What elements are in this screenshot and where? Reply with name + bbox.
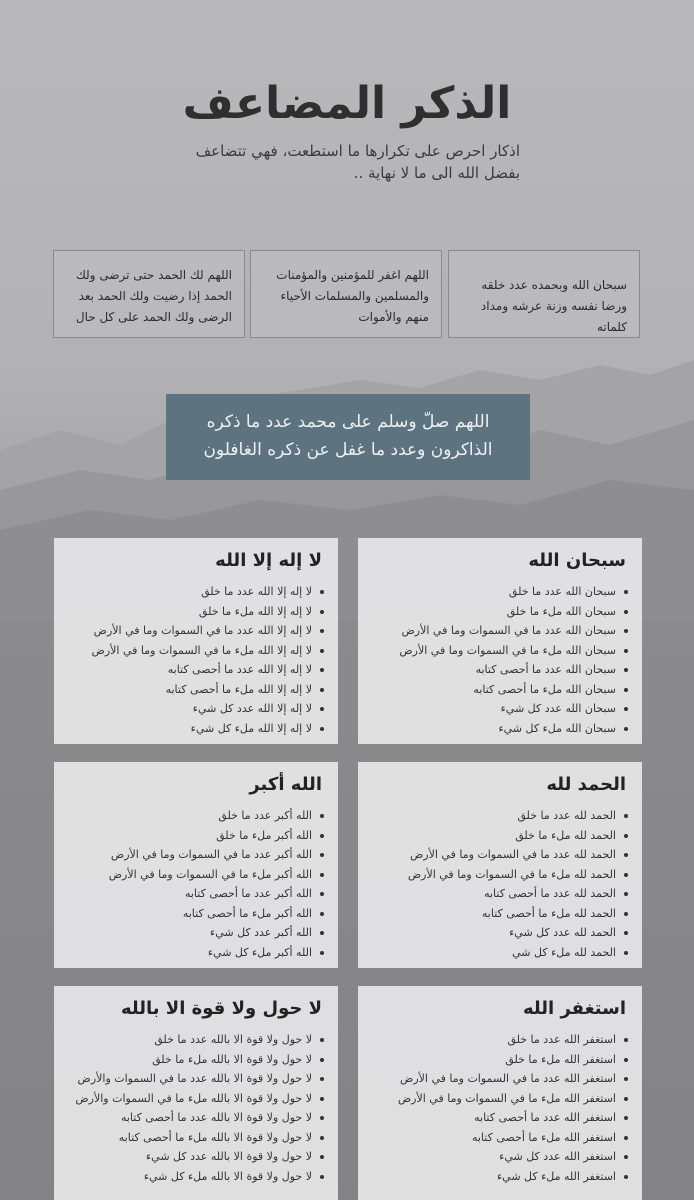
list-item: الحمد لله عدد كل شيء bbox=[372, 923, 628, 943]
top-box-istighfar-muminin: اللهم اغفر للمؤمنين والمؤمنات والمسلمين والمسلمات الأحياء منهم والأموات bbox=[250, 250, 442, 338]
card-title: لا إله إلا الله bbox=[213, 548, 324, 574]
list-item: لا إله إلا الله عدد ما خلق bbox=[68, 582, 324, 602]
card-subhanallah bbox=[358, 538, 642, 744]
card-astaghfirullah bbox=[358, 986, 642, 1200]
card-allahu-akbar bbox=[54, 762, 338, 968]
list-item: الحمد لله ملء ما في السموات وما في الأرض bbox=[372, 865, 628, 885]
dhikr-list bbox=[68, 1030, 324, 1186]
dhikr-list bbox=[372, 1030, 628, 1186]
dhikr-list bbox=[372, 806, 628, 962]
list-item: الله أكبر ملء ما خلق bbox=[68, 826, 324, 846]
list-item: استغفر الله عدد كل شيء bbox=[372, 1147, 628, 1167]
dhikr-list bbox=[68, 582, 324, 738]
list-item: الله أكبر ملء ما أحصى كتابه bbox=[68, 904, 324, 924]
salawat-banner: اللهم صلّ وسلم على محمد عدد ما ذكره الذاكرون وعدد ما غفل عن ذكره الغافلون bbox=[166, 394, 530, 480]
top-box-lakal-hamd: اللهم لك الحمد حتى ترضى ولك الحمد إذا رضيت ولك الحمد بعد الرضى ولك الحمد على كل حال bbox=[53, 250, 245, 338]
list-item: سبحان الله ملء ما في السموات وما في الأرض bbox=[372, 641, 628, 661]
list-item: الحمد لله ملء ما خلق bbox=[372, 826, 628, 846]
list-item: الله أكبر ملء كل شيء bbox=[68, 943, 324, 963]
card-title: لا حول ولا قوة الا بالله bbox=[119, 996, 324, 1022]
list-item: لا حول ولا قوة الا بالله عدد كل شيء bbox=[68, 1147, 324, 1167]
list-item: لا حول ولا قوة الا بالله ملء ما أحصى كتابه bbox=[68, 1128, 324, 1148]
list-item: الحمد لله ملء ما أحصى كتابه bbox=[372, 904, 628, 924]
title-wrap bbox=[0, 78, 694, 130]
dhikr-list bbox=[68, 806, 324, 962]
list-item: استغفر الله عدد ما خلق bbox=[372, 1030, 628, 1050]
card-alhamdulillah bbox=[358, 762, 642, 968]
card-title: الله أكبر bbox=[247, 772, 324, 798]
list-item: لا إله إلا الله ملء ما أحصى كتابه bbox=[68, 680, 324, 700]
list-item: لا حول ولا قوة الا بالله عدد ما أحصى كتابه bbox=[68, 1108, 324, 1128]
list-item: الحمد لله عدد ما في السموات وما في الأرض bbox=[372, 845, 628, 865]
list-item: الله أكبر عدد كل شيء bbox=[68, 923, 324, 943]
list-item: لا إله إلا الله عدد كل شيء bbox=[68, 699, 324, 719]
list-item: استغفر الله عدد ما أحصى كتابه bbox=[372, 1108, 628, 1128]
list-item: سبحان الله عدد ما خلق bbox=[372, 582, 628, 602]
dhikr-list bbox=[372, 582, 628, 738]
list-item: استغفر الله ملء ما أحصى كتابه bbox=[372, 1128, 628, 1148]
list-item: لا إله إلا الله عدد ما في السموات وما في الأرض bbox=[68, 621, 324, 641]
list-item: لا حول ولا قوة الا بالله ملء كل شيء bbox=[68, 1167, 324, 1187]
card-title: استغفر الله bbox=[521, 996, 628, 1022]
list-item: سبحان الله عدد ما في السموات وما في الأرض bbox=[372, 621, 628, 641]
list-item: لا إله إلا الله ملء ما في السموات وما في الأرض bbox=[68, 641, 324, 661]
card-la-ilaha-illallah bbox=[54, 538, 338, 744]
list-item: لا حول ولا قوة الا بالله ملء ما في السموات والأرض bbox=[68, 1089, 324, 1109]
page-title: الذكر المضاعف bbox=[171, 78, 524, 130]
card-la-hawla bbox=[54, 986, 338, 1200]
list-item: الحمد لله عدد ما خلق bbox=[372, 806, 628, 826]
list-item: لا إله إلا الله ملء ما خلق bbox=[68, 602, 324, 622]
list-item: لا حول ولا قوة الا بالله عدد ما خلق bbox=[68, 1030, 324, 1050]
list-item: استغفر الله ملء ما في السموات وما في الأرض bbox=[372, 1089, 628, 1109]
list-item: لا إله إلا الله عدد ما أحصى كتابه bbox=[68, 660, 324, 680]
list-item: الحمد لله ملء كل شي bbox=[372, 943, 628, 963]
list-item: لا إله إلا الله ملء كل شيء bbox=[68, 719, 324, 739]
list-item: لا حول ولا قوة الا بالله ملء ما خلق bbox=[68, 1050, 324, 1070]
list-item: الله أكبر ملء ما في السموات وما في الأرض bbox=[68, 865, 324, 885]
list-item: سبحان الله ملء كل شيء bbox=[372, 719, 628, 739]
card-title: الحمد لله bbox=[544, 772, 628, 798]
list-item: سبحان الله عدد كل شيء bbox=[372, 699, 628, 719]
list-item: استغفر الله ملء كل شيء bbox=[372, 1167, 628, 1187]
subtitle: اذكار احرص على تكرارها ما استطعت، فهي تتضاعف بفضل الله الى ما لا نهاية .. bbox=[195, 142, 520, 182]
list-item: سبحان الله ملء ما خلق bbox=[372, 602, 628, 622]
list-item: الله أكبر عدد ما أحصى كتابه bbox=[68, 884, 324, 904]
list-item: استغفر الله ملء ما خلق bbox=[372, 1050, 628, 1070]
list-item: لا حول ولا قوة الا بالله عدد ما في السموات والأرض bbox=[68, 1069, 324, 1089]
card-title: سبحان الله bbox=[526, 548, 628, 574]
list-item: سبحان الله ملء ما أحصى كتابه bbox=[372, 680, 628, 700]
list-item: سبحان الله عدد ما أحصى كتابه bbox=[372, 660, 628, 680]
list-item: الله أكبر عدد ما خلق bbox=[68, 806, 324, 826]
top-box-subhan-wa-bihamdih: سبحان الله وبحمده عدد خلقه ورضا نفسه وزنة عرشه ومداد كلماته bbox=[448, 250, 640, 338]
list-item: الحمد لله عدد ما أحصى كتابه bbox=[372, 884, 628, 904]
list-item: الله أكبر عدد ما في السموات وما في الأرض bbox=[68, 845, 324, 865]
list-item: استغفر الله عدد ما في السموات وما في الأرض bbox=[372, 1069, 628, 1089]
